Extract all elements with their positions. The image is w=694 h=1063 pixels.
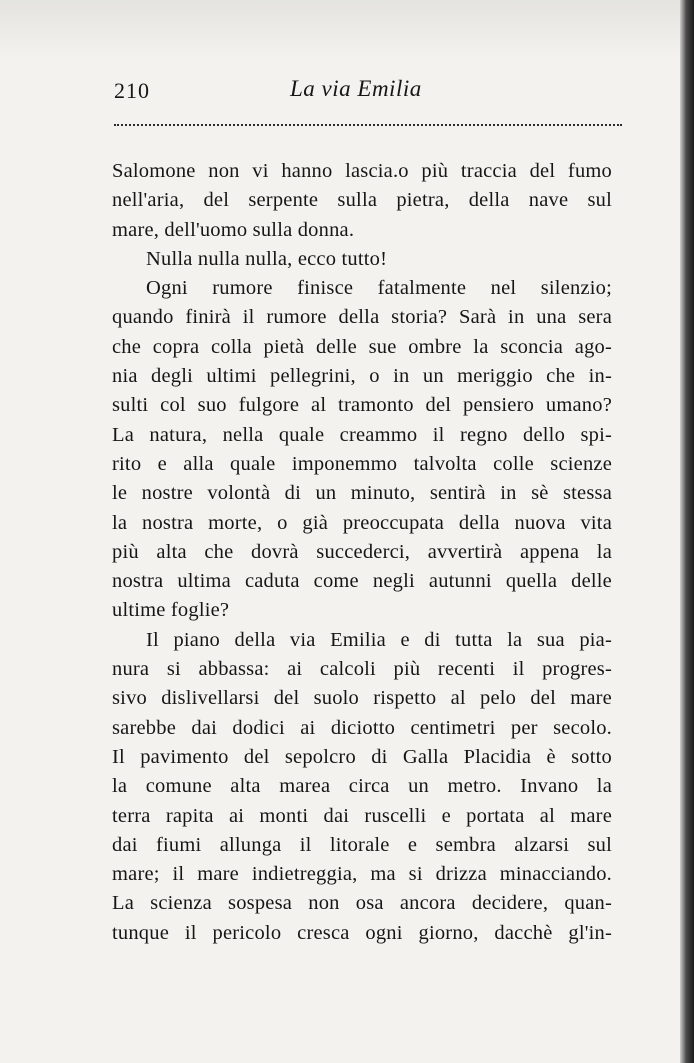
text-line: rito e alla quale imponemmo talvolta colle scienze [112, 452, 612, 475]
text-line: sulti col suo fulgore al tramonto del pensiero umano? [112, 394, 612, 417]
text-line: nostra ultima caduta come negli autunni quella delle [112, 570, 612, 593]
text-line: Nulla nulla nulla, ecco tutto! [146, 247, 388, 270]
text-line: che copra colla pietà delle sue ombre la sconcia ago- [112, 335, 612, 358]
text-line: Il pavimento del sepolcro di Galla Placidia è sotto [112, 745, 612, 768]
text-line: Salomone non vi hanno lascia.o più traccia del fumo [112, 160, 612, 182]
text-line: sivo dislivellarsi del suolo rispetto al pelo del mare [112, 687, 612, 710]
text-line: più alta che dovrà succederci, avvertirà appena la [112, 540, 612, 563]
text-line: nura si abbassa: ai calcoli più recenti il progres- [112, 658, 612, 681]
text-line: mare; il mare indietreggia, ma si drizza minacciando. [112, 863, 612, 886]
text-line: Ogni rumore finisce fatalmente nel silenzio; [146, 277, 612, 300]
text-line: dai fiumi allunga il litorale e sembra alzarsi sul [112, 833, 612, 856]
body-text [112, 157, 612, 948]
text-line: mare, dell'uomo sulla donna. [112, 218, 355, 241]
text-line: quando finirà il rumore della storia? Sarà in una sera [112, 306, 612, 329]
text-line: le nostre volontà di un minuto, sentirà in sè stessa [112, 482, 612, 505]
text-line: ultime foglie? [112, 599, 230, 622]
text-line: La scienza sospesa non osa ancora decidere, quan- [112, 892, 612, 915]
text-line: nia degli ultimi pellegrini, o in un meriggio che in- [112, 365, 612, 388]
text-line: terra rapita ai monti dai ruscelli e portata al mare [112, 804, 612, 827]
text-line: la comune alta marea circa un metro. Invano la [112, 775, 612, 798]
text-line: Il piano della via Emilia e di tutta la sua pia- [146, 628, 612, 651]
text-line: nell'aria, del serpente sulla pietra, della nave sul [112, 189, 612, 212]
text-line: tunque il pericolo cresca ogni giorno, dacchè gl'in- [112, 921, 612, 944]
page-header [114, 76, 624, 110]
header-divider [114, 124, 622, 126]
page-top-shading [0, 0, 694, 60]
text-line: La natura, nella quale creammo il regno dello spi- [112, 423, 612, 446]
page-number: 210 [114, 78, 150, 103]
text-line: sarebbe dai dodici ai diciotto centimetri per secolo. [112, 716, 612, 739]
text-line: la nostra morte, o già preoccupata della nuova vita [112, 511, 612, 534]
running-title: La via Emilia [290, 76, 422, 101]
page-binding-edge [680, 0, 694, 1063]
